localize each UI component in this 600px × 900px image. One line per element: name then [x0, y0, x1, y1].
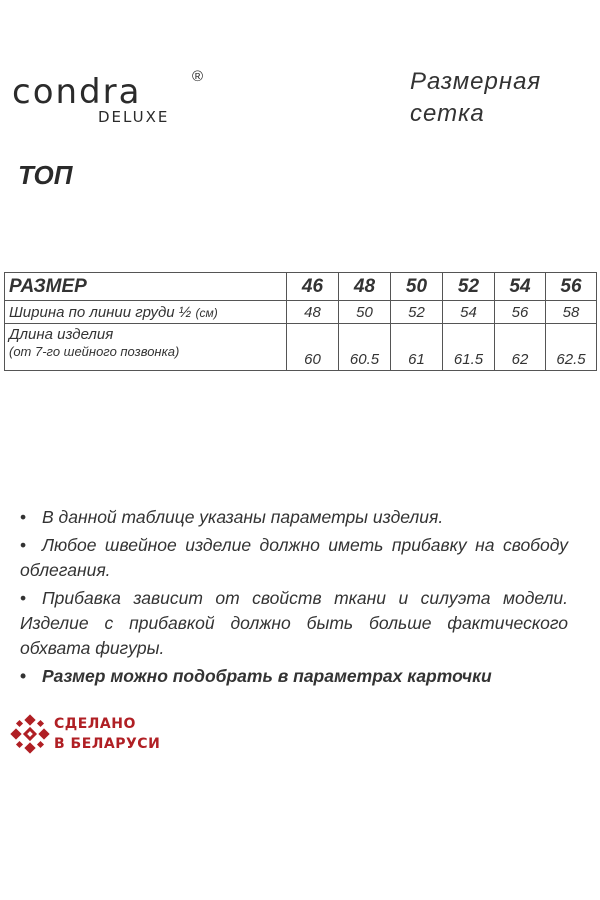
- size-table: [4, 272, 597, 371]
- brand-logo: [12, 70, 202, 130]
- table-cell: 61.5: [443, 324, 495, 371]
- row-label-text: Длина изделия: [9, 326, 114, 343]
- size-header-cell: 46: [287, 273, 339, 301]
- bullet-icon: •: [20, 588, 27, 608]
- size-header-row: [5, 273, 597, 301]
- table-cell: 62.5: [546, 324, 597, 371]
- table-cell: 58: [546, 301, 597, 324]
- size-header-cell: 56: [546, 273, 597, 301]
- table-cell: 60: [287, 324, 339, 371]
- made-in-line2: В БЕЛАРУСИ: [54, 736, 161, 752]
- size-chart-title-line2: сетка: [410, 100, 485, 127]
- product-title: ТОП: [18, 160, 73, 190]
- size-header-cell: 52: [443, 273, 495, 301]
- size-chart-title-line1: Размерная: [410, 68, 542, 95]
- size-header-label: РАЗМЕР: [5, 273, 287, 301]
- belarus-ornament-icon: [8, 712, 52, 756]
- size-header-cell: 48: [339, 273, 391, 301]
- note-item: [20, 533, 568, 583]
- row-label-text: Ширина по линии груди ½: [9, 303, 192, 321]
- registered-mark: ®: [192, 68, 204, 85]
- note-item: [20, 505, 568, 530]
- brand-name: condra: [12, 72, 142, 112]
- row-label-sub: (от 7-го шейного позвонка): [9, 344, 180, 359]
- table-cell: 52: [391, 301, 443, 324]
- size-header-cell: 50: [391, 273, 443, 301]
- table-cell: 56: [495, 301, 546, 324]
- note-text: Прибавка зависит от свойств ткани и силуэта модели. Изделие с прибавкой должно быть больше фактического обхвата фигуры.: [20, 588, 568, 658]
- brand-sub: DELUXE: [98, 108, 170, 126]
- note-item: [20, 586, 568, 661]
- table-cell: 61: [391, 324, 443, 371]
- made-in-belarus-badge: [8, 712, 168, 762]
- bullet-icon: •: [20, 535, 27, 555]
- size-chart-title: [410, 66, 590, 130]
- bullet-icon: •: [20, 666, 27, 686]
- table-cell: 62: [495, 324, 546, 371]
- table-cell: 50: [339, 301, 391, 324]
- row-label: [5, 301, 287, 324]
- note-text: Любое швейное изделие должно иметь прибавку на свободу облегания.: [20, 535, 568, 580]
- notes-list: [20, 505, 568, 692]
- table-row: [5, 324, 597, 371]
- table-cell: 48: [287, 301, 339, 324]
- table-cell: 54: [443, 301, 495, 324]
- table-row: [5, 301, 597, 324]
- note-text: В данной таблице указаны параметры изделия.: [42, 507, 444, 527]
- size-header-cell: 54: [495, 273, 546, 301]
- made-in-text: [54, 714, 160, 754]
- row-label: [5, 324, 287, 371]
- row-label-unit: (см): [195, 305, 218, 320]
- table-cell: 60.5: [339, 324, 391, 371]
- note-text: Размер можно подобрать в параметрах карточки: [42, 666, 492, 686]
- made-in-line1: СДЕЛАНО: [54, 716, 136, 732]
- bullet-icon: •: [20, 507, 27, 527]
- note-item: [20, 664, 568, 689]
